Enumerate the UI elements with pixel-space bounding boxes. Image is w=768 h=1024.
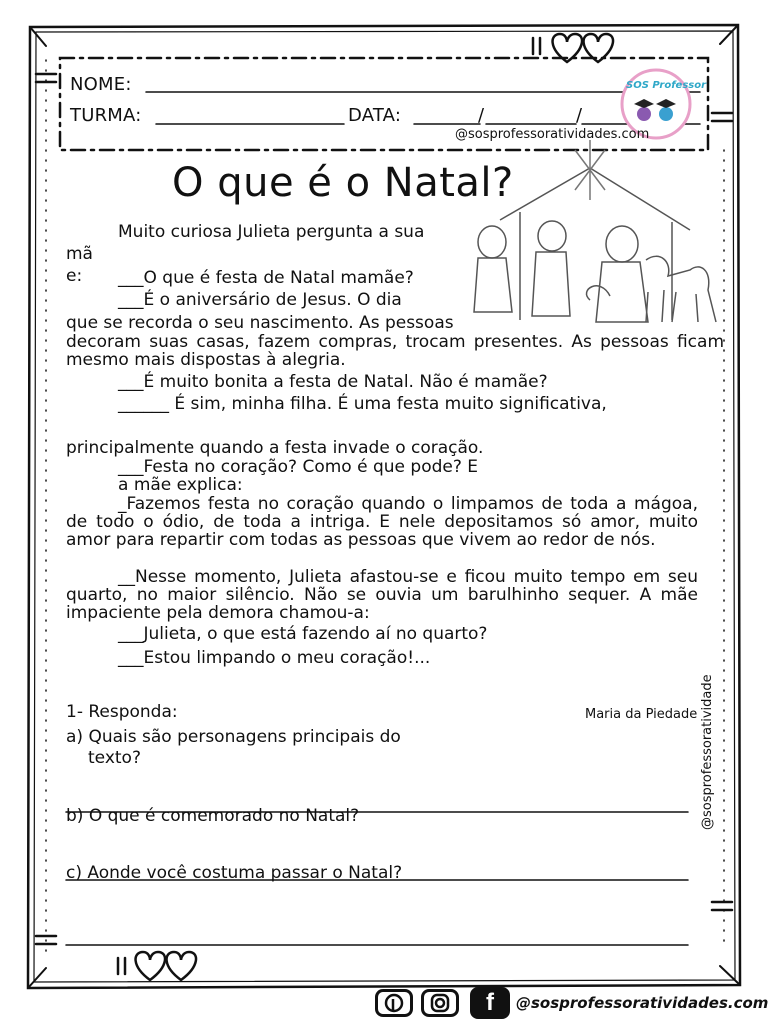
instagram-icon bbox=[421, 989, 459, 1017]
dialogue-1: ___O que é festa de Natal mamãe? bbox=[118, 268, 414, 288]
dialogue-3: ___É muito bonita a festa de Natal. Não é mamãe? bbox=[118, 372, 548, 392]
author-name: Maria da Piedade bbox=[585, 707, 698, 722]
header-handle: @sosprofessoratividades.com bbox=[455, 127, 650, 142]
dialogue-2c: decoram suas casas, fazem compras, trocam presentes. As pessoas ficam mesmo mais dispostas à alegria. bbox=[66, 332, 724, 370]
dialogue-9: ___Estou limpando o meu coração!... bbox=[118, 648, 431, 668]
date-slash-2: / bbox=[576, 105, 583, 126]
dialogue-2: ___É o aniversário de Jesus. O dia bbox=[118, 290, 402, 310]
date-slash-1: / bbox=[478, 105, 485, 126]
class-label: TURMA: bbox=[70, 105, 142, 126]
question-a-cont: texto? bbox=[88, 748, 141, 768]
dialogue-4b: principalmente quando a festa invade o coração. bbox=[66, 438, 484, 458]
questions-heading: 1- Responda: bbox=[66, 702, 178, 722]
side-handle: @sosprofessoratividade bbox=[700, 674, 715, 830]
dialogue-4: ______ É sim, minha filha. É uma festa muito significativa, bbox=[118, 394, 607, 414]
question-b: b) O que é comemorado no Natal? bbox=[66, 806, 360, 826]
story-line-1b: mã bbox=[66, 244, 93, 264]
dialogue-5: ___Festa no coração? Como é que pode? E a mãe explica: bbox=[118, 457, 479, 495]
dialogue-7: __Nesse momento, Julieta afastou-se e ficou muito tempo em seu quarto, no maior silêncio. Não se ouvia um barulhinho sequer. A mãe impaciente pela demora chamou-a: bbox=[66, 567, 698, 623]
dialogue-2b: que se recorda o seu nascimento. As pessoas bbox=[66, 313, 454, 333]
dialogue-6: _Fazemos festa no coração quando o limpamos de toda a mágoa, de todo o ódio, de toda a intriga. E nele depositamos só amor, muito amor para repartir com todas as pessoas que vivem ao redor de nós. bbox=[66, 494, 698, 550]
dialogue-8: ___Julieta, o que está fazendo aí no quarto? bbox=[118, 624, 488, 644]
facebook-icon: f bbox=[470, 987, 510, 1019]
story-line-1: Muito curiosa Julieta pergunta a sua bbox=[118, 222, 425, 242]
story-line-1c: e: bbox=[66, 266, 83, 286]
question-a: a) Quais são personagens principais do bbox=[66, 727, 401, 747]
footer-handle: @sosprofessoratividades.com bbox=[516, 994, 768, 1012]
page-title: O que é o Natal? bbox=[172, 160, 514, 206]
question-c: c) Aonde você costuma passar o Natal? bbox=[66, 863, 403, 883]
date-label: DATA: bbox=[348, 105, 402, 126]
pinterest-icon bbox=[375, 989, 413, 1017]
name-label: NOME: bbox=[70, 74, 132, 95]
logo-wordmark: SOS Professor bbox=[626, 80, 707, 91]
